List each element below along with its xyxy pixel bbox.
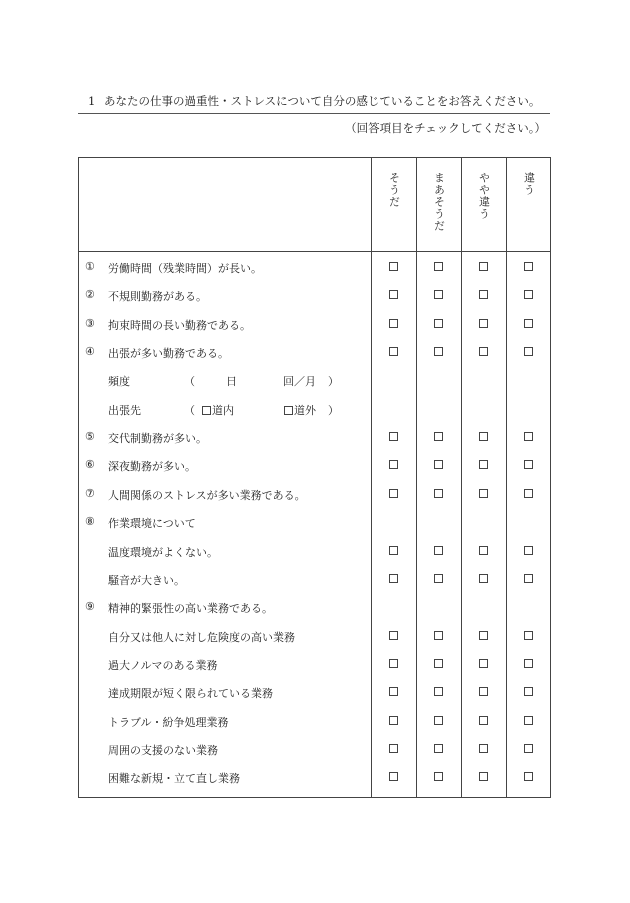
- destination-open-paren: （: [184, 403, 195, 417]
- answer-checkbox-col4[interactable]: [524, 744, 533, 753]
- answer-checkbox-col1[interactable]: [389, 716, 398, 725]
- item-number: ⑧: [85, 515, 95, 529]
- item-label: 人間関係のストレスが多い業務である。: [108, 488, 306, 502]
- column-header-sou-da: そうだ: [387, 172, 401, 208]
- item-label: 騒音が大きい。: [108, 573, 185, 587]
- answer-checkbox-col4[interactable]: [524, 347, 533, 356]
- answer-checkbox-col3[interactable]: [479, 631, 488, 640]
- frequency-day-label: 日: [226, 375, 237, 389]
- answer-checkbox-col2[interactable]: [434, 460, 443, 469]
- answer-checkbox-col3[interactable]: [479, 262, 488, 271]
- question-row: [79, 683, 550, 703]
- question-text: あなたの仕事の過重性・ストレスについて自分の感じていることをお答えください。: [104, 94, 541, 108]
- question-row: [79, 485, 550, 505]
- answer-checkbox-col1[interactable]: [389, 659, 398, 668]
- answer-checkbox-col1[interactable]: [389, 290, 398, 299]
- column-header-chigau: 違う: [522, 172, 536, 196]
- question-row: [79, 655, 550, 675]
- answer-checkbox-col4[interactable]: [524, 290, 533, 299]
- answer-checkbox-col3[interactable]: [479, 489, 488, 498]
- answer-checkbox-col3[interactable]: [479, 744, 488, 753]
- item-label: 深夜勤務が多い。: [108, 460, 196, 474]
- item-number: ②: [85, 288, 95, 302]
- question-row: [79, 570, 550, 590]
- answer-checkbox-col1[interactable]: [389, 262, 398, 271]
- question-row: [79, 712, 550, 732]
- answer-checkbox-col1[interactable]: [389, 687, 398, 696]
- frequency-times-label: 回／月: [283, 375, 316, 389]
- answer-checkbox-col3[interactable]: [479, 347, 488, 356]
- item-number: ④: [85, 345, 95, 359]
- question-row: [79, 286, 550, 306]
- answer-checkbox-col4[interactable]: [524, 687, 533, 696]
- answer-checkbox-col4[interactable]: [524, 319, 533, 328]
- item-number: ⑤: [85, 430, 95, 444]
- frequency-open-paren: （: [184, 375, 195, 389]
- item-label: 交代制勤務が多い。: [108, 432, 207, 446]
- answer-checkbox-col4[interactable]: [524, 631, 533, 640]
- answer-checkbox-col1[interactable]: [389, 432, 398, 441]
- answer-checkbox-col1[interactable]: [389, 574, 398, 583]
- answer-checkbox-col2[interactable]: [434, 631, 443, 640]
- answer-checkbox-col4[interactable]: [524, 659, 533, 668]
- answer-checkbox-col1[interactable]: [389, 319, 398, 328]
- questionnaire-table: [78, 157, 551, 798]
- answer-checkbox-col2[interactable]: [434, 546, 443, 555]
- answer-checkbox-col3[interactable]: [479, 432, 488, 441]
- item-label: 温度環境がよくない。: [108, 545, 218, 559]
- answer-checkbox-col4[interactable]: [524, 546, 533, 555]
- item-label: 拘束時間の長い勤務である。: [108, 318, 251, 332]
- item-number: ⑦: [85, 486, 95, 500]
- title-rule: [78, 113, 550, 114]
- question-row: [79, 428, 550, 448]
- destination-close-paren: ）: [328, 403, 339, 417]
- answer-checkbox-col4[interactable]: [524, 489, 533, 498]
- answer-checkbox-col2[interactable]: [434, 574, 443, 583]
- answer-checkbox-col1[interactable]: [389, 489, 398, 498]
- answer-checkbox-col3[interactable]: [479, 659, 488, 668]
- answer-checkbox-col2[interactable]: [434, 290, 443, 299]
- instruction-note: （回答項目をチェックしてください。）: [345, 121, 546, 135]
- item-label: 精神的緊張性の高い業務である。: [108, 602, 273, 616]
- question-row: [79, 768, 550, 788]
- answer-checkbox-col2[interactable]: [434, 687, 443, 696]
- column-header-yaya-chigau: やや違う: [477, 172, 491, 220]
- destination-inside-option[interactable]: [202, 402, 234, 418]
- item-label: 困難な新規・立て直し業務: [108, 772, 240, 786]
- item-label: 頻度: [108, 375, 130, 389]
- item-label: 作業環境について: [108, 517, 196, 531]
- answer-checkbox-col3[interactable]: [479, 716, 488, 725]
- question-row: [79, 456, 550, 476]
- question-row: [79, 627, 550, 647]
- question-row: [79, 740, 550, 760]
- answer-checkbox-col2[interactable]: [434, 262, 443, 271]
- answer-checkbox-col2[interactable]: [434, 772, 443, 781]
- answer-checkbox-col1[interactable]: [389, 546, 398, 555]
- answer-checkbox-col4[interactable]: [524, 460, 533, 469]
- answer-checkbox-col3[interactable]: [479, 772, 488, 781]
- question-row: [79, 542, 550, 562]
- question-row: [79, 343, 550, 363]
- checkbox[interactable]: [202, 406, 211, 415]
- answer-checkbox-col4[interactable]: [524, 432, 533, 441]
- destination-outside-option[interactable]: [284, 402, 316, 418]
- answer-checkbox-col4[interactable]: [524, 716, 533, 725]
- checkbox[interactable]: [284, 406, 293, 415]
- answer-checkbox-col3[interactable]: [479, 687, 488, 696]
- answer-checkbox-col4[interactable]: [524, 262, 533, 271]
- answer-checkbox-col3[interactable]: [479, 319, 488, 328]
- answer-checkbox-col2[interactable]: [434, 744, 443, 753]
- question-row: [79, 258, 550, 278]
- column-header-maa-sou-da: まあそうだ: [432, 172, 446, 232]
- question-row: [79, 315, 550, 335]
- item-number: ③: [85, 316, 95, 330]
- answer-checkbox-col2[interactable]: [434, 347, 443, 356]
- item-label: 自分又は他人に対し危険度の高い業務: [108, 630, 295, 644]
- header-divider: [79, 251, 550, 252]
- answer-checkbox-col3[interactable]: [479, 460, 488, 469]
- answer-checkbox-col1[interactable]: [389, 772, 398, 781]
- option-label: 道内: [212, 403, 234, 417]
- item-label: 達成期限が短く限られている業務: [108, 687, 273, 701]
- item-number: ⑥: [85, 458, 95, 472]
- answer-checkbox-col1[interactable]: [389, 460, 398, 469]
- answer-checkbox-col2[interactable]: [434, 432, 443, 441]
- item-number: ⑨: [85, 600, 95, 614]
- question-row: [79, 371, 550, 391]
- item-label: 出張先: [108, 403, 141, 417]
- answer-checkbox-col4[interactable]: [524, 574, 533, 583]
- answer-checkbox-col1[interactable]: [389, 631, 398, 640]
- item-number: ①: [85, 260, 95, 273]
- option-label: 道外: [294, 403, 316, 417]
- question-row: [79, 400, 550, 420]
- answer-checkbox-col4[interactable]: [524, 772, 533, 781]
- item-label: 労働時間（残業時間）が長い。: [108, 262, 262, 275]
- answer-checkbox-col3[interactable]: [479, 546, 488, 555]
- answer-checkbox-col1[interactable]: [389, 744, 398, 753]
- item-label: 出張が多い勤務である。: [108, 347, 229, 361]
- question-title: [88, 93, 540, 109]
- answer-checkbox-col1[interactable]: [389, 347, 398, 356]
- frequency-close-paren: ）: [328, 375, 339, 389]
- question-number: 1: [88, 94, 96, 108]
- question-row: [79, 598, 550, 618]
- item-label: トラブル・紛争処理業務: [108, 715, 229, 729]
- item-label: 周囲の支援のない業務: [108, 743, 218, 757]
- answer-checkbox-col2[interactable]: [434, 716, 443, 725]
- item-label: 過大ノルマのある業務: [108, 658, 218, 672]
- item-label: 不規則勤務がある。: [108, 290, 207, 304]
- answer-checkbox-col3[interactable]: [479, 290, 488, 299]
- question-row: [79, 513, 550, 533]
- answer-checkbox-col2[interactable]: [434, 489, 443, 498]
- answer-checkbox-col3[interactable]: [479, 574, 488, 583]
- answer-checkbox-col2[interactable]: [434, 659, 443, 668]
- answer-checkbox-col2[interactable]: [434, 319, 443, 328]
